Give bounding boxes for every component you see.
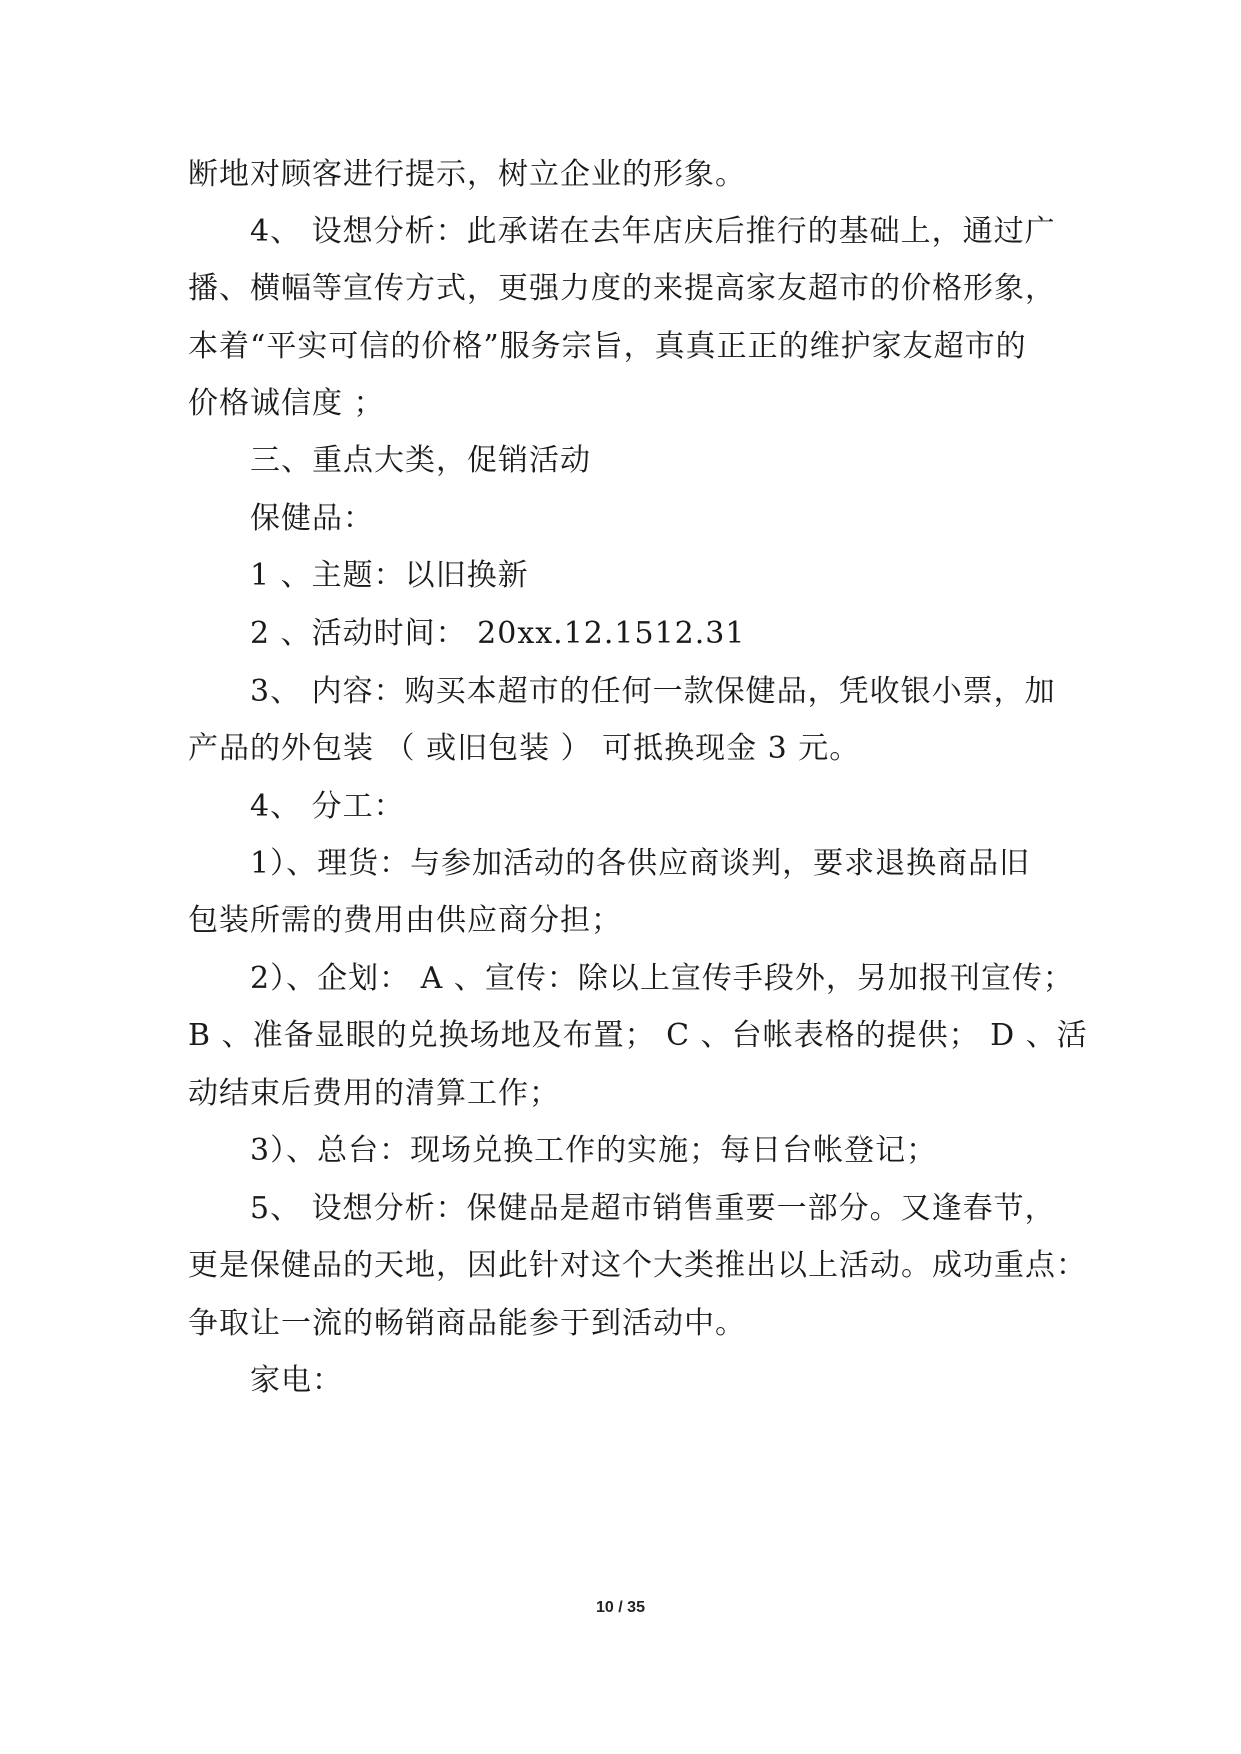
text-line: 播、横幅等宣传方式，更强力度的来提高家友超市的价格形象，: [188, 271, 1056, 306]
subsection-heading: 保健品：: [250, 501, 374, 536]
text-line: 2）、企划： A 、宣传：除以上宣传手段外，另加报刊宣传；: [250, 961, 1074, 996]
page-number: 10 / 35: [596, 1599, 645, 1616]
text-line: 本着“平实可信的价格”服务宗旨，真真正正的维护家友超市的: [188, 329, 1027, 364]
text-line: 断地对顾客进行提示，树立企业的形象。: [188, 157, 746, 192]
text-line: 包装所需的费用由供应商分担；: [188, 903, 622, 938]
text-line: 4、 设想分析：此承诺在去年店庆后推行的基础上，通过广: [250, 214, 1056, 249]
text-line: 3、 内容：购买本超市的任何一款保健品，凭收银小票，加: [250, 674, 1056, 709]
section-heading: 三、重点大类，促销活动: [250, 443, 591, 478]
text-line: 动结束后费用的清算工作；: [188, 1076, 560, 1111]
text-line: 5、 设想分析：保健品是超市销售重要一部分。又逢春节，: [250, 1191, 1056, 1226]
text-line: 1）、理货：与参加活动的各供应商谈判，要求退换商品旧: [250, 846, 1031, 881]
text-line: 产品的外包装 （ 或旧包装 ） 可抵换现金 3 元。: [188, 731, 861, 766]
text-line: B 、准备显眼的兑换场地及布置； C 、台帐表格的提供； D 、活: [188, 1018, 1088, 1053]
text-line: 4、 分工：: [250, 789, 405, 824]
text-line: 2 、活动时间： 20xx.12.1512.31: [250, 616, 746, 651]
subsection-heading: 家电：: [250, 1363, 343, 1398]
text-line: 3）、总台：现场兑换工作的实施；每日台帐登记；: [250, 1133, 938, 1168]
text-line: 更是保健品的天地，因此针对这个大类推出以上活动。成功重点：: [188, 1248, 1087, 1283]
text-line: 争取让一流的畅销商品能参于到活动中。: [188, 1306, 746, 1341]
text-line: 价格诚信度 ；: [188, 386, 385, 421]
text-line: 1 、主题：以旧换新: [250, 558, 529, 593]
